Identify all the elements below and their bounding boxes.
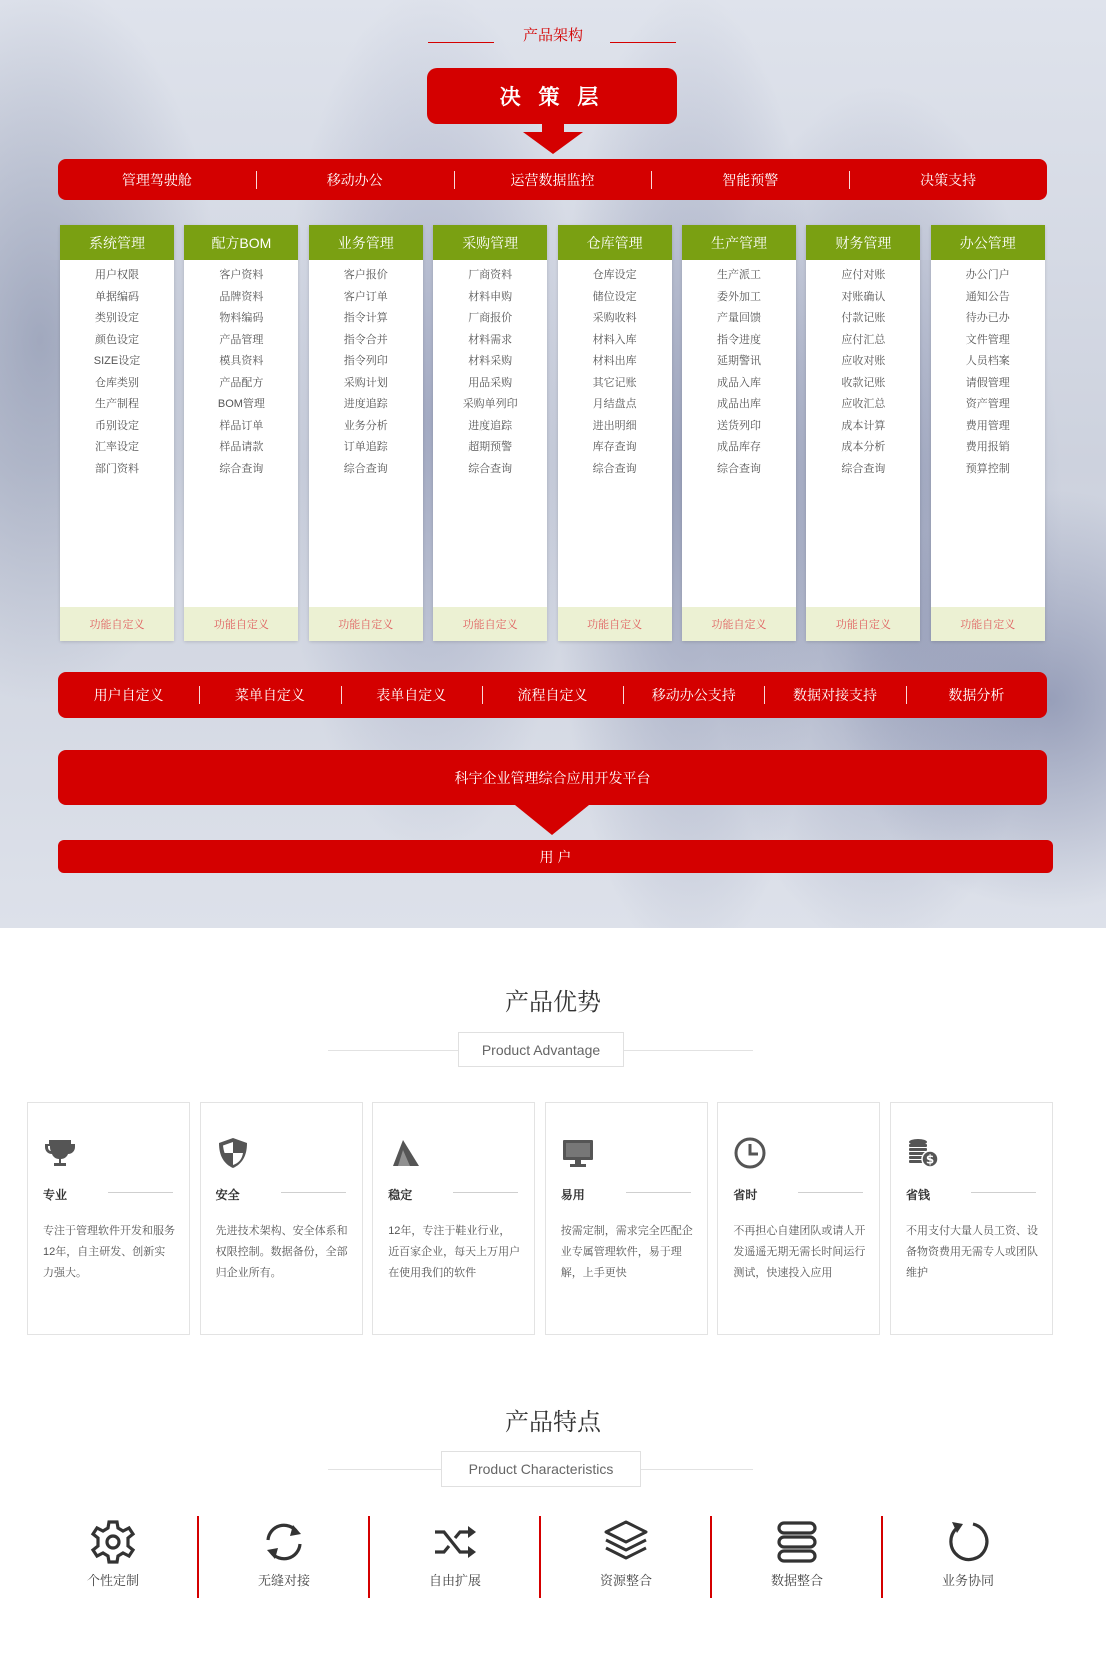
module-item: 综合查询	[468, 462, 513, 475]
module-item: 样品请款	[219, 441, 264, 453]
advantage-description: 12年，专注于鞋业行业，近百家企业，每天上万用户在使用我们的软件	[388, 1225, 521, 1279]
module-item: 用品采购	[468, 376, 513, 389]
users-label: 用 户	[539, 848, 572, 865]
module-item: 成品库存	[717, 441, 761, 453]
clock-icon	[733, 1136, 767, 1170]
down-arrow-icon	[523, 132, 583, 154]
advantage-description: 先进技术架构、安全体系和权限控制。数据备份，全部归企业所有。	[215, 1225, 348, 1279]
module-item-list	[184, 260, 298, 480]
advantage-rule	[626, 1192, 691, 1193]
module-item: 综合查询	[343, 462, 388, 475]
module-column	[931, 225, 1045, 641]
module-footer: 功能自定义	[184, 607, 298, 641]
module-title: 采购管理	[433, 225, 547, 260]
module-item: 用户权限	[95, 269, 139, 281]
customization-bar	[58, 672, 1047, 718]
module-item: 指令进度	[717, 333, 761, 346]
module-item: 汇率设定	[95, 441, 139, 453]
module-item: 采购收料	[592, 312, 637, 324]
module-item: 综合查询	[841, 462, 886, 475]
module-footer: 功能自定义	[60, 607, 174, 641]
customization-item: 移动办公支持	[623, 685, 764, 705]
module-item: 物料编码	[219, 312, 264, 324]
module-item: 仓库设定	[592, 269, 637, 281]
characteristic-item	[199, 1518, 369, 1598]
advantage-description: 专注于管理软件开发和服务12年，自主研发、创新实力强大。	[43, 1225, 175, 1279]
advantage-name: 安全	[215, 1188, 240, 1202]
shield-icon	[216, 1136, 250, 1170]
module-item: SIZE设定	[93, 355, 141, 367]
module-column	[184, 225, 298, 641]
characteristic-label: 业务协同	[941, 1573, 994, 1588]
module-item: 应付对账	[841, 269, 886, 281]
decision-function-item: 管理驾驶舱	[121, 171, 192, 188]
advantage-name: 省钱	[906, 1188, 931, 1202]
gear-icon	[88, 1518, 138, 1566]
module-item: 材料采购	[468, 355, 513, 367]
module-item: 综合查询	[592, 462, 637, 475]
advantage-description: 不用支付大量人员工资、设备物资费用无需专人或团队维护	[906, 1225, 1038, 1279]
architecture-heading	[0, 24, 1106, 48]
module-column	[682, 225, 796, 641]
advantage-card	[372, 1102, 535, 1335]
module-item: 进度追踪	[468, 419, 513, 432]
module-item: 部门资料	[95, 462, 139, 475]
customization-item: 数据分析	[906, 685, 1047, 705]
module-item: 订单追踪	[343, 441, 388, 453]
module-item: 费用报销	[965, 441, 1010, 453]
module-item: 超期预警	[468, 441, 513, 453]
module-item: 月结盘点	[592, 398, 637, 410]
module-column	[806, 225, 920, 641]
module-item-list	[558, 260, 672, 480]
module-item-list	[682, 260, 796, 480]
module-item: 预算控制	[965, 462, 1010, 475]
monitor-icon	[561, 1136, 595, 1170]
module-title: 财务管理	[806, 225, 920, 260]
module-item: 综合查询	[219, 462, 264, 475]
decision-function-item: 移动办公	[256, 170, 454, 190]
module-title: 生产管理	[682, 225, 796, 260]
customization-item: 数据对接支持	[764, 685, 905, 705]
module-item: 成品入库	[717, 376, 761, 389]
module-column	[309, 225, 423, 641]
module-item: 颜色设定	[95, 333, 139, 346]
customization-item: 流程自定义	[482, 685, 623, 705]
module-footer: 功能自定义	[433, 607, 547, 641]
module-item: 材料出库	[592, 355, 637, 367]
advantage-card	[200, 1102, 363, 1335]
trophy-icon	[43, 1136, 77, 1170]
module-title: 业务管理	[309, 225, 423, 260]
module-item: 类别设定	[95, 312, 139, 324]
characteristics-subtitle: Product Characteristics	[441, 1451, 641, 1487]
module-title: 仓库管理	[558, 225, 672, 260]
module-item: BOM管理	[217, 398, 265, 410]
module-item: 材料申购	[468, 290, 513, 303]
module-item: 待办已办	[965, 312, 1010, 324]
characteristic-label: 个性定制	[86, 1573, 139, 1588]
module-item: 延期警讯	[717, 355, 761, 367]
arrow-stem	[542, 122, 564, 132]
advantage-name: 专业	[43, 1188, 68, 1202]
advantage-rule	[453, 1192, 518, 1193]
mountain-icon	[388, 1136, 422, 1170]
module-item: 办公门户	[965, 269, 1010, 281]
module-item: 成本分析	[841, 441, 886, 453]
module-item: 费用管理	[965, 419, 1010, 432]
platform-label: 科宇企业管理综合应用开发平台	[454, 769, 651, 786]
module-item: 应收对账	[841, 355, 886, 367]
architecture-title: 产品架构	[522, 27, 583, 44]
characteristic-label: 资源整合	[599, 1573, 652, 1588]
module-item: 储位设定	[592, 290, 637, 303]
characteristics-title: 产品特点	[505, 1409, 601, 1436]
module-column	[60, 225, 174, 641]
module-column	[558, 225, 672, 641]
advantage-name: 稳定	[388, 1188, 413, 1202]
module-item: 品牌资料	[219, 290, 264, 303]
module-item: 应收汇总	[841, 398, 886, 410]
advantage-description: 不再担心自建团队或请人开发遥遥无期无需长时间运行测试，快速投入应用	[733, 1225, 866, 1279]
users-bar	[58, 840, 1053, 873]
module-item: 指令计算	[343, 312, 388, 324]
decision-functions-bar	[58, 159, 1047, 200]
module-item: 币别设定	[95, 419, 139, 432]
module-item: 生产派工	[717, 269, 761, 281]
module-item: 委外加工	[717, 290, 761, 303]
module-item: 请假管理	[965, 376, 1010, 389]
module-item: 业务分析	[343, 419, 388, 432]
module-item: 资产管理	[965, 398, 1010, 410]
decision-function-item: 决策支持	[849, 170, 1047, 190]
module-item: 成本计算	[841, 419, 886, 432]
module-item: 客户报价	[343, 269, 388, 281]
shuffle-icon	[430, 1518, 480, 1566]
module-item: 产品管理	[219, 333, 264, 346]
module-item: 产量回馈	[717, 312, 761, 324]
module-item: 指令合并	[343, 333, 388, 346]
advantage-rule	[798, 1192, 863, 1193]
characteristic-label: 无缝对接	[257, 1573, 310, 1588]
advantage-rule	[108, 1192, 173, 1193]
module-item-list	[309, 260, 423, 480]
module-item: 厂商资料	[468, 269, 513, 281]
advantage-title: 产品优势	[505, 989, 601, 1016]
advantage-subtitle: Product Advantage	[458, 1032, 624, 1067]
module-item: 采购计划	[343, 376, 388, 389]
characteristic-label: 数据整合	[770, 1573, 823, 1588]
module-item-list	[60, 260, 174, 480]
module-item: 客户资料	[219, 269, 264, 281]
module-item: 通知公告	[965, 290, 1010, 303]
module-item: 文件管理	[965, 333, 1010, 346]
module-item: 模具资料	[219, 355, 264, 367]
advantage-card	[545, 1102, 708, 1335]
module-item: 送货列印	[717, 419, 761, 432]
characteristic-item	[712, 1518, 882, 1598]
advantage-card	[717, 1102, 880, 1335]
module-footer: 功能自定义	[558, 607, 672, 641]
module-item: 单据编码	[95, 290, 139, 303]
module-item-list	[931, 260, 1045, 480]
characteristic-label: 自由扩展	[428, 1573, 481, 1588]
characteristic-item	[370, 1518, 540, 1598]
down-arrow-icon	[515, 805, 589, 835]
module-title: 配方BOM	[184, 225, 298, 260]
module-item: 其它记账	[592, 376, 637, 389]
module-item-list	[433, 260, 547, 480]
module-footer: 功能自定义	[931, 607, 1045, 641]
module-item: 样品订单	[219, 419, 264, 432]
sync-icon	[259, 1518, 309, 1566]
module-item: 人员档案	[965, 355, 1010, 367]
module-item: 综合查询	[717, 462, 761, 475]
module-item: 客户订单	[343, 290, 388, 303]
module-title: 办公管理	[931, 225, 1045, 260]
module-item: 对账确认	[841, 290, 886, 303]
module-item: 付款记账	[841, 312, 886, 324]
module-item: 库存查询	[592, 441, 637, 453]
module-item: 应付汇总	[841, 333, 886, 346]
layers-icon	[601, 1518, 651, 1566]
decision-layer-box: 决 策 层	[427, 68, 677, 124]
advantage-card	[27, 1102, 190, 1335]
module-item: 产品配方	[219, 376, 264, 389]
module-column	[433, 225, 547, 641]
advantage-name: 省时	[733, 1188, 758, 1202]
database-icon	[772, 1518, 822, 1566]
customization-item: 菜单自定义	[199, 685, 340, 705]
module-item: 材料需求	[468, 333, 513, 346]
characteristic-item	[28, 1518, 198, 1598]
advantage-rule	[281, 1192, 346, 1193]
module-title: 系统管理	[60, 225, 174, 260]
module-item: 指令列印	[343, 355, 388, 367]
heading-rule-right	[610, 42, 676, 43]
module-item-list	[806, 260, 920, 480]
module-item: 收款记账	[841, 376, 886, 389]
module-item: 厂商报价	[468, 312, 513, 324]
module-item: 进度追踪	[343, 398, 388, 410]
advantage-rule	[971, 1192, 1036, 1193]
customization-item: 表单自定义	[341, 685, 482, 705]
customization-item: 用户自定义	[93, 687, 164, 703]
module-item: 采购单列印	[462, 398, 518, 410]
decision-function-item: 运营数据监控	[454, 170, 652, 190]
advantage-description: 按需定制，需求完全匹配企业专属管理软件，易于理解，上手更快	[560, 1225, 693, 1279]
advantage-name: 易用	[560, 1188, 585, 1202]
refresh-icon	[943, 1518, 993, 1566]
advantage-card	[890, 1102, 1053, 1335]
decision-function-item: 智能预警	[651, 170, 849, 190]
characteristic-item	[541, 1518, 711, 1598]
module-item: 仓库类别	[95, 376, 139, 389]
module-columns	[60, 225, 1045, 641]
module-footer: 功能自定义	[309, 607, 423, 641]
module-item: 进出明细	[592, 419, 637, 432]
coins-icon	[906, 1136, 940, 1170]
module-footer: 功能自定义	[806, 607, 920, 641]
platform-bar	[58, 750, 1047, 805]
module-item: 成品出库	[717, 398, 761, 410]
characteristic-item	[883, 1518, 1053, 1598]
module-item: 生产制程	[95, 398, 139, 410]
module-item: 材料入库	[592, 333, 637, 346]
svg-text:$: $	[925, 1152, 935, 1167]
module-footer: 功能自定义	[682, 607, 796, 641]
